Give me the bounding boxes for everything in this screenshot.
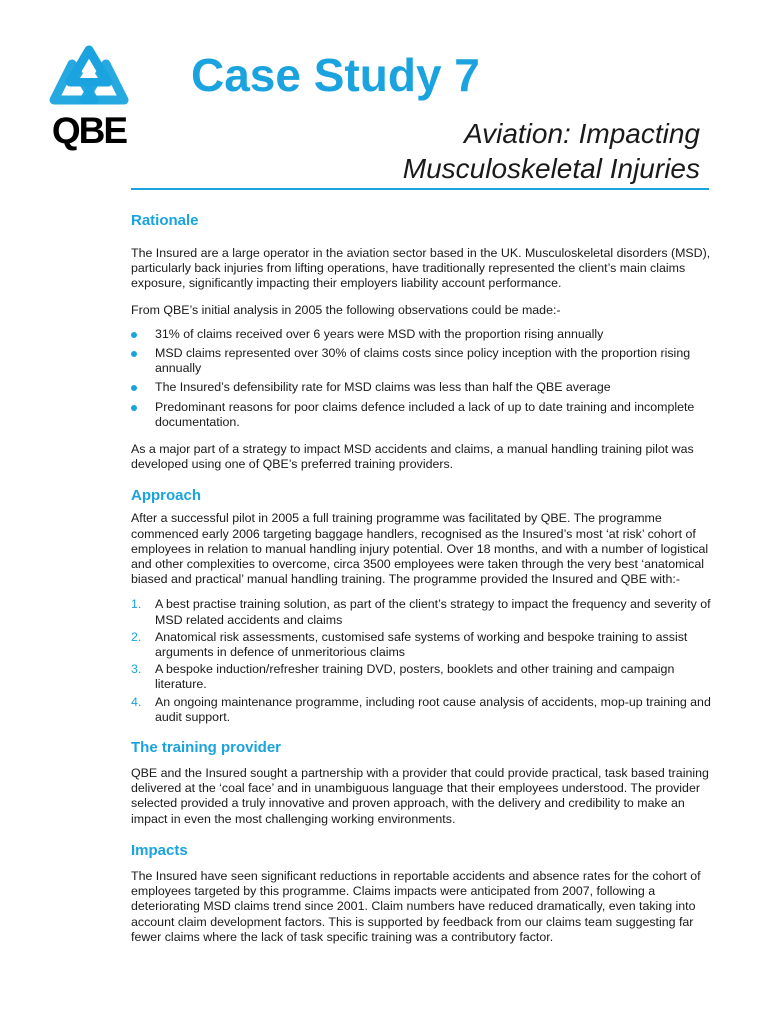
rationale-paragraph-3: As a major part of a strategy to impact MSD accidents and claims, a manual handling training pilot was developed using one of QBE’s preferred training providers. — [131, 442, 694, 472]
header-divider — [131, 188, 709, 190]
impacts-heading: Impacts — [131, 841, 188, 859]
list-number: 4. — [131, 694, 142, 709]
rationale-paragraph-1: The Insured are a large operator in the aviation sector based in the UK. Musculoskeletal disorders (MSD), particularly back injuries from lifting operations, have traditionally represented the client’s main claims exposure, significantly impacting their employers liability account performance. — [131, 246, 711, 291]
qbe-logo — [48, 44, 130, 149]
subtitle-line-2: Musculoskeletal Injuries — [402, 153, 700, 184]
approach-heading: Approach — [131, 487, 202, 505]
approach-section — [131, 487, 721, 725]
list-item: The Insured’s defensibility rate for MSD claims was less than half the QBE average — [131, 380, 721, 395]
list-item: 2. Anatomical risk assessments, customised safe systems of working and bespoke training to assist arguments in defence of unmeritorious claims — [131, 629, 688, 660]
training-provider-paragraph: QBE and the Insured sought a partnership with a provider that could provide practical, task based training delivered at the ‘coal face’ and in unambiguous language that their employees understood. The provider selected provided a truly innovative and proven approach, with the delivery and credibility to make an impact in even the most challenging working environments. — [131, 766, 709, 826]
approach-paragraph-1: After a successful pilot in 2005 a full training programme was facilitated by QBE. The programme commenced early 2006 targeting baggage handlers, recognised as the Insured’s most ‘at risk’ cohort of employees in relation to manual handling injury potential. Over 18 months, and with a number of logistical and other complexities to overcome, circa 3500 employees were taken through the very best ‘anatomical biased and practical’ manual handling training. The programme provided the Insured and QBE with:- — [131, 511, 709, 587]
list-item: 3. A bespoke induction/refresher training DVD, posters, booklets and other training and campaign literature. — [131, 662, 675, 692]
qbe-wordmark: QBE — [51, 110, 127, 151]
list-number: 2. — [131, 629, 142, 644]
list-number: 3. — [131, 662, 142, 677]
bullet-icon — [131, 332, 137, 338]
list-item: MSD claims represented over 30% of claims costs since policy inception with the proportion rising annually — [131, 346, 721, 376]
page-subtitle — [403, 116, 700, 186]
page-title: Case Study 7 — [191, 49, 480, 101]
list-item: 4. An ongoing maintenance programme, including root cause analysis of accidents, mop-up training and audit support. — [131, 694, 711, 724]
rationale-heading: Rationale — [131, 212, 199, 229]
rationale-bullet-list — [131, 327, 721, 430]
impacts-section — [131, 842, 721, 945]
bullet-icon — [131, 385, 137, 391]
training-provider-section — [131, 739, 721, 827]
bullet-icon — [131, 351, 137, 357]
rationale-section — [131, 212, 721, 472]
approach-numbered-list — [131, 597, 721, 725]
qbe-emblem-icon — [48, 44, 130, 108]
impacts-paragraph: The Insured have seen significant reductions in reportable accidents and absence rates for the cohort of employees targeted by this programme. Claims impacts were anticipated from 2007, following a deteriorating MSD claims trend since 2001. Claim numbers have reduced dramatically, even taking into account claim development factors. This is supported by feedback from our claims team suggesting far fewer claims where the lack of task specific training was a contributory factor. — [131, 868, 701, 944]
list-item: 1. A best practise training solution, as part of the client’s strategy to impact the frequency and severity of MSD related accidents and claims — [131, 597, 711, 627]
list-number: 1. — [131, 597, 142, 612]
list-item: 31% of claims received over 6 years were MSD with the proportion rising annually — [131, 327, 721, 342]
subtitle-line-1: Aviation: Impacting — [463, 118, 700, 149]
rationale-paragraph-2: From QBE’s initial analysis in 2005 the following observations could be made:- — [131, 302, 561, 317]
training-provider-heading: The training provider — [131, 739, 282, 757]
bullet-icon — [131, 405, 137, 411]
document-body — [131, 198, 721, 945]
list-item: Predominant reasons for poor claims defence included a lack of up to date training and incomplete documentation. — [131, 400, 721, 430]
